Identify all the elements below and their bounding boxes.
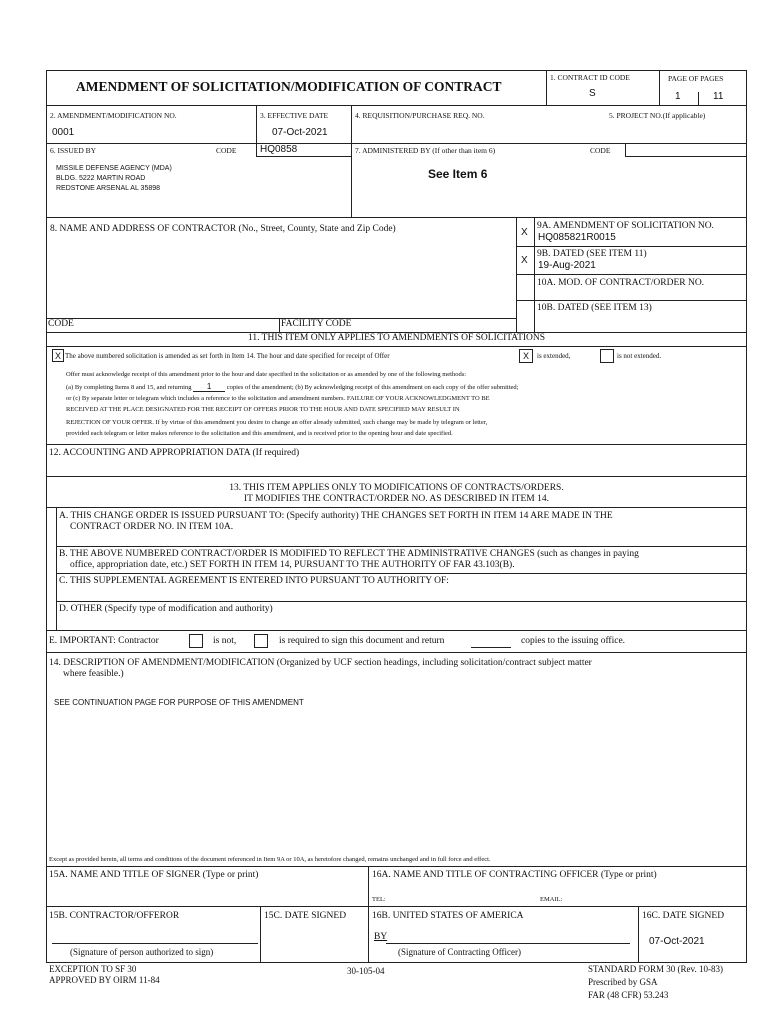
is-required-text: is required to sign this document and return [279, 636, 445, 646]
item11-line-1: Offer must acknowledge receipt of this amendment prior to the hour and date specified in the solicitation or as amended by one of the following methods: [66, 371, 467, 378]
facility-code-label: FACILITY CODE [281, 319, 352, 329]
return-copies-field[interactable] [471, 636, 511, 648]
project-no-label: 5. PROJECT NO.(If applicable) [609, 111, 706, 120]
date-signed-16c-label: 16C. DATE SIGNED [642, 911, 725, 921]
description-label-1: 14. DESCRIPTION OF AMENDMENT/MODIFICATION (Organized by UCF section headings, including solicitation/contract subject matter [49, 658, 592, 668]
by-label: BY [374, 932, 388, 942]
footer-right-3: FAR (48 CFR) 53.243 [588, 990, 669, 1000]
item13-c: C. THIS SUPPLEMENTAL AGREEMENT IS ENTERED INTO PURSUANT TO AUTHORITY OF: [59, 576, 449, 586]
contractor-code-label: CODE [48, 319, 74, 329]
administered-by-label: 7. ADMINISTERED BY (If other than item 6) [355, 146, 496, 155]
contracting-officer-label: 16A. NAME AND TITLE OF CONTRACTING OFFICER (Type or print) [372, 870, 657, 880]
footer-left-2: APPROVED BY OIRM 11-84 [49, 975, 160, 985]
mark-9a[interactable]: X [521, 227, 528, 238]
item13-heading-2: IT MODIFIES THE CONTRACT/ORDER NO. AS DESCRIBED IN ITEM 14. [244, 494, 549, 504]
amendment-no-label: 2. AMENDMENT/MODIFICATION NO. [50, 111, 177, 120]
amendment-solicitation-label: 9A. AMENDMENT OF SOLICITATION NO. [537, 221, 714, 231]
item11-line-4: RECEIVED AT THE PLACE DESIGNATED FOR THE RECEIPT OF OFFERS PRIOR TO THE HOUR AND DATE SPECIFIED MAY RESULT IN [66, 406, 460, 413]
extended-text: is extended, [537, 352, 571, 360]
is-required-checkbox[interactable] [254, 634, 268, 648]
not-extended-checkbox[interactable] [600, 349, 614, 363]
contractor-label: 8. NAME AND ADDRESS OF CONTRACTOR (No., Street, County, State and Zip Code) [50, 224, 396, 234]
dated-9b-value[interactable]: 19-Aug-2021 [538, 260, 596, 271]
page-count[interactable]: 11 [713, 91, 724, 102]
item11-line-6: provided each telegram or letter makes reference to the solicitation and this amendment, and is received prior to the opening hour and date specified. [66, 430, 453, 437]
copies-text: copies to the issuing office. [521, 636, 626, 646]
dated-9b-label: 9B. DATED (SEE ITEM 11) [537, 249, 647, 259]
officer-signature-line [386, 943, 630, 944]
item13-b-line-1: B. THE ABOVE NUMBERED CONTRACT/ORDER IS MODIFIED TO REFLECT THE ADMINISTRATIVE CHANGES (such as changes in paying [59, 549, 639, 559]
requisition-label: 4. REQUISITION/PURCHASE REQ. NO. [355, 111, 485, 120]
contractor-signature-caption: (Signature of person authorized to sign) [70, 947, 214, 957]
issued-by-address-line-1: MISSILE DEFENSE AGENCY (MDA) [56, 165, 172, 172]
issued-by-label: 6. ISSUED BY [50, 146, 97, 155]
except-statement: Except as provided herein, all terms and conditions of the document referenced in Item 9A or 10A, as heretofore changed, remains unchanged and in full force and effect. [49, 856, 491, 863]
item13-a-line-1: A. THIS CHANGE ORDER IS ISSUED PURSUANT TO: (Specify authority) THE CHANGES SET FORTH IN ITEM 14 ARE MADE IN THE [59, 511, 613, 521]
item13-heading-1: 13. THIS ITEM APPLIES ONLY TO MODIFICATIONS OF CONTRACTS/ORDERS. [229, 483, 564, 493]
item11-line-2a: (a) By completing Items 8 and 15, and returning [66, 384, 192, 391]
page-of-pages-label: PAGE OF PAGES [668, 74, 724, 83]
issued-by-address-line-3: REDSTONE ARSENAL AL 35898 [56, 185, 161, 192]
contractor-offeror-label: 15B. CONTRACTOR/OFFEROR [49, 911, 180, 921]
sf30-form [46, 70, 748, 963]
contract-id-label: 1. CONTRACT ID CODE [550, 73, 630, 82]
is-not-checkbox[interactable] [189, 634, 203, 648]
item11-line-2b: copies of the amendment; (b) By acknowledging receipt of this amendment on each copy of the offer submitted; [226, 384, 519, 391]
item13-b-line-2: office, appropriation date, etc.) SET FORTH IN ITEM 14, PURSUANT TO THE AUTHORITY OF FAR 43.103(B). [70, 560, 515, 570]
item11-line-3: or (c) By separate letter or telegram which includes a reference to the solicitation and amendment numbers. FAILURE OF YOUR ACKNOWLEDGMENT TO BE [66, 395, 490, 402]
signer-label: 15A. NAME AND TITLE OF SIGNER (Type or print) [49, 870, 259, 880]
important-label: E. IMPORTANT: Contractor [49, 636, 159, 646]
date-signed-15c-label: 15C. DATE SIGNED [264, 911, 347, 921]
contractor-signature-line [52, 943, 258, 944]
email-label: EMAIL: [540, 896, 563, 903]
is-not-text: is not, [213, 636, 237, 646]
item13-d: D. OTHER (Specify type of modification and authority) [59, 604, 273, 614]
admin-code-label: CODE [590, 146, 611, 155]
issued-code-value[interactable]: HQ0858 [260, 144, 298, 155]
tel-label: TEL: [372, 896, 386, 903]
description-body[interactable]: SEE CONTINUATION PAGE FOR PURPOSE OF THIS AMENDMENT [54, 698, 304, 707]
united-states-label: 16B. UNITED STATES OF AMERICA [372, 911, 524, 921]
description-label-2: where feasible.) [63, 669, 124, 679]
accounting-label: 12. ACCOUNTING AND APPROPRIATION DATA (If required) [49, 448, 300, 458]
amended-text: The above numbered solicitation is amended as set forth in Item 14. The hour and date specified for receipt of Offer [65, 352, 390, 360]
footer-center: 30-105-04 [347, 966, 385, 976]
footer-left-1: EXCEPTION TO SF 30 [49, 964, 137, 974]
footer-right-2: Prescribed by GSA [588, 977, 658, 987]
mark-9b[interactable]: X [521, 255, 528, 266]
footer-right-1: STANDARD FORM 30 (Rev. 10-83) [588, 964, 723, 974]
copies-value[interactable]: 1 [193, 382, 225, 392]
issued-code-label: CODE [216, 146, 237, 155]
contract-id-value[interactable]: S [589, 88, 596, 99]
item11-heading: 11. THIS ITEM ONLY APPLIES TO AMENDMENTS OF SOLICITATIONS [247, 333, 546, 343]
date-16c-value[interactable]: 07-Oct-2021 [649, 936, 705, 947]
form-title: AMENDMENT OF SOLICITATION/MODIFICATION OF CONTRACT [76, 79, 502, 94]
page-number[interactable]: 1 [675, 91, 681, 102]
effective-date-value[interactable]: 07-Oct-2021 [272, 127, 328, 138]
not-extended-text: is not extended. [617, 352, 662, 360]
amendment-no-value[interactable]: 0001 [52, 127, 75, 138]
item11-line-5: REJECTION OF YOUR OFFER. If by virtue of this amendment you desire to change an offer already submitted, such change may be made by telegram or letter, [66, 419, 488, 426]
issued-by-address-line-2: BLDG. 5222 MARTIN ROAD [56, 175, 146, 182]
effective-date-label: 3. EFFECTIVE DATE [260, 111, 329, 120]
solicitation-no-value[interactable]: HQ085821R0015 [538, 232, 616, 243]
dated-10b-label: 10B. DATED (SEE ITEM 13) [537, 303, 652, 313]
item11-line-2 [66, 382, 518, 392]
extended-checkbox[interactable]: X [519, 349, 533, 363]
mod-contract-label: 10A. MOD. OF CONTRACT/ORDER NO. [537, 278, 705, 288]
item13-a-line-2: CONTRACT ORDER NO. IN ITEM 10A. [70, 522, 234, 532]
administered-by-value[interactable]: See Item 6 [428, 167, 488, 181]
amended-checkbox[interactable]: X [52, 349, 64, 362]
officer-signature-caption: (Signature of Contracting Officer) [398, 947, 522, 957]
